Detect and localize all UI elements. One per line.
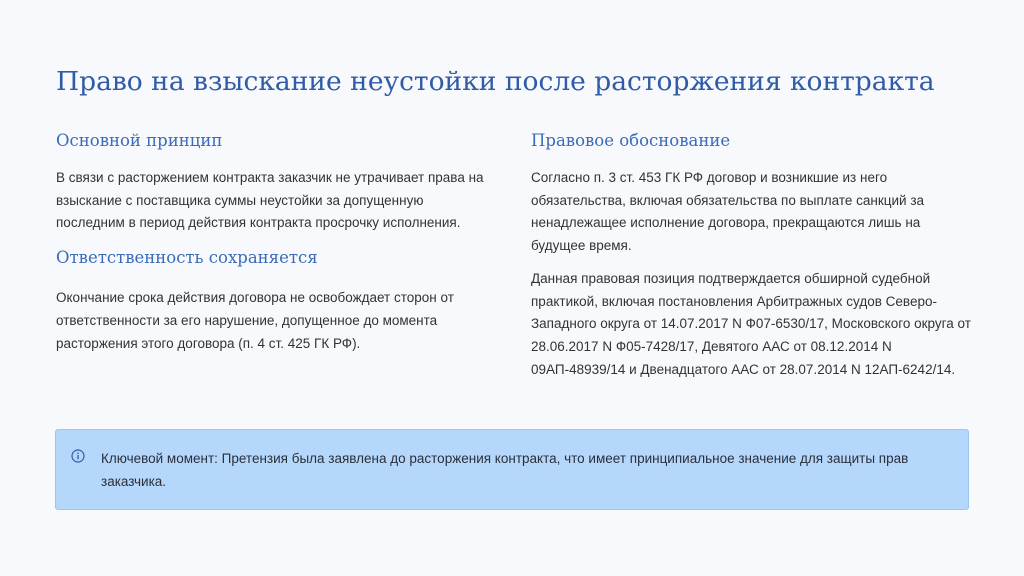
section-heading-liability: Ответственность сохраняется — [56, 248, 318, 268]
section-heading-legal-basis: Правовое обоснование — [531, 131, 731, 150]
right-column — [531, 128, 975, 381]
liability-text: Окончание срока действия договора не освобождает сторон от ответственности за его нарушение, допущенное до момента расторжения этого договора (п. 4 ст. 425 ГК РФ). — [56, 290, 454, 351]
section-heading-main-principle: Основной принцип — [56, 131, 223, 150]
key-point-text: Ключевой момент: Претензия была заявлена до расторжения контракта, что имеет принципиальное значение для защиты прав заказчика. — [101, 451, 909, 489]
slide-title: Право на взыскание неустойки после расторжения контракта — [56, 66, 935, 97]
key-point-callout — [55, 429, 969, 510]
court-practice-text: Данная правовая позиция подтверждается обширной судебной практикой, включая постановления Арбитражных судов Северо-Западного округа от 14.07.2017 N Ф07-6530/17, Московского округа от 28.06.2017 N Ф05-7428/17, Девятого ААС от 08.12.2014 N 09АП-48939/14 и Двенадцатого ААС от 28.07.2014 N 12АП-6242/14. — [531, 270, 971, 377]
legal-basis-text: Согласно п. 3 ст. 453 ГК РФ договор и возникшие из него обязательства, включая обязательства по выплате санкций за ненадлежащее исполнение договора, прекращаются лишь на будущее время. — [531, 170, 925, 254]
main-principle-text: В связи с расторжением контракта заказчик не утрачивает права на взыскание с поставщика суммы неустойки за допущенную последним в период действия контракта просрочку исполнения. — [56, 170, 484, 231]
info-icon — [71, 449, 85, 463]
left-column — [56, 128, 496, 355]
